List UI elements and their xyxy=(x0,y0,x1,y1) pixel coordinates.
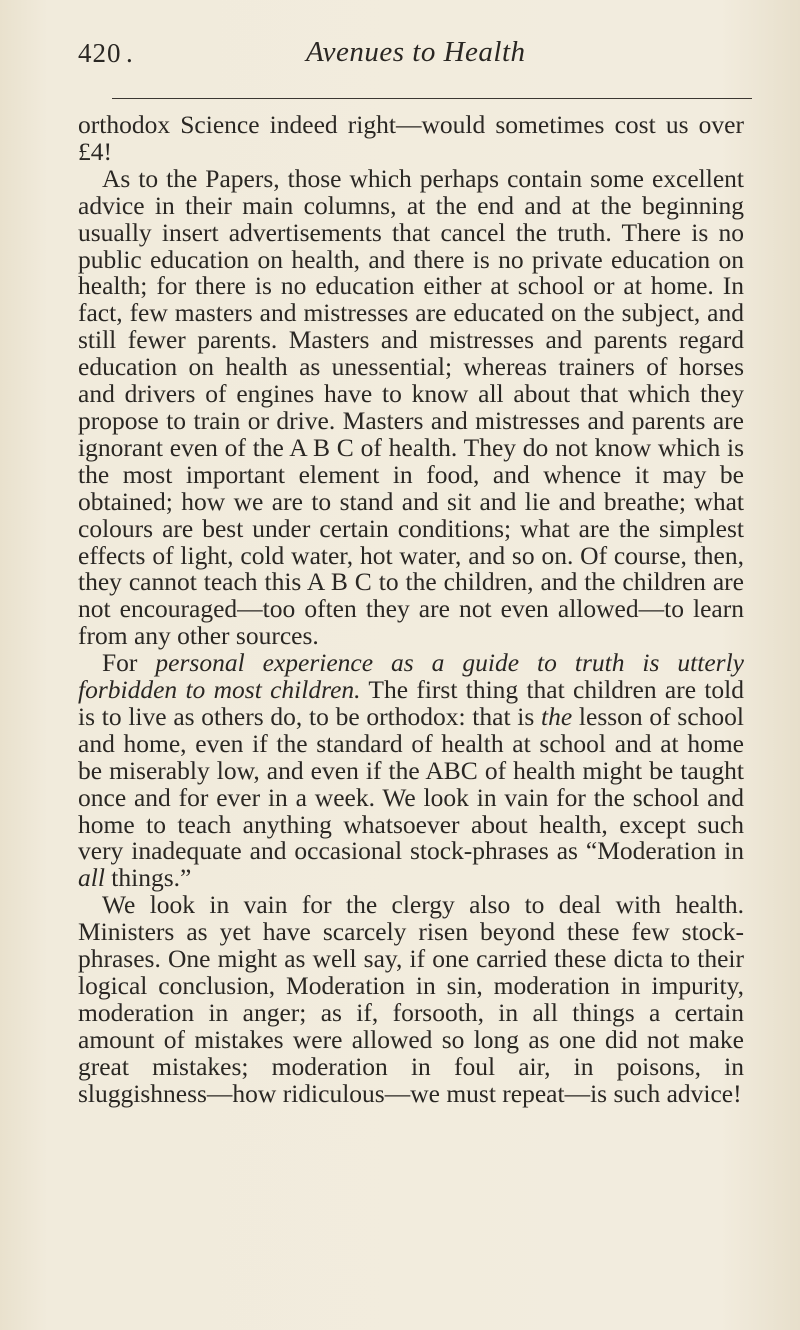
running-title: Avenues to Health xyxy=(306,36,526,68)
paragraph-3-end: things.” xyxy=(104,863,192,893)
paragraph-3-italic: personal experience as a guide to truth is utterly forbidden to most children. xyxy=(78,648,744,705)
paragraph-3 xyxy=(78,650,744,892)
paragraph-3-italic-all: all xyxy=(78,863,105,893)
paragraph-2: As to the Papers, those which perhaps contain some excellent advice in their main columns, at the end and at the beginning usually insert advertisements that cancel the truth. There is no public education on health, and there is no private education on health; for there is no education either at school or at home. In fact, few masters and mistresses are educated on the subject, and still fewer parents. Masters and mistresses and parents regard education on health as unessential; whereas trainers of horses and drivers of engines have to know all about that which they propose to train or drive. Masters and mistresses and parents are ignorant even of the A B C of health. They do not know which is the most important element in food, and whence it may be obtained; how we are to stand and sit and lie and breathe; what colours are best under certain conditions; what are the simplest effects of light, cold water, hot water, and so on. Of course, then, they cannot teach this A B C to the children, and the children are not encouraged—too often they are not even allowed—to learn from any other sources. xyxy=(78,163,744,651)
paragraph-3-lead: For xyxy=(102,648,156,678)
body-text xyxy=(78,112,744,1108)
header-rule xyxy=(112,98,752,99)
page-header xyxy=(78,38,738,78)
paragraph-4: We look in vain for the clergy also to deal with health. Ministers as yet have scarcely risen beyond these few stock-phrases. One might as well say, if one carried these dicta to their logical conclusion, Moderation in sin, moderation in impurity, moderation in anger; as if, forsooth, in all things a certain amount of mistakes were allowed so long as one did not make great mistakes; moderation in foul air, in poisons, in sluggishness—how ridiculous—we must repeat—is such advice! xyxy=(78,890,744,1108)
paragraph-3-rest: lesson of school and home, even if the standard of health at school and at home be miserably low, and even if the ABC of health might be taught once and for ever in a week. We look in vain for the school and home to teach anything whatsoever about health, except such very inadequate and occasional stock-phrases as “Moderation in xyxy=(78,701,744,866)
page-number: 420 xyxy=(78,38,122,68)
paragraph-3-mid: The first thing that children are told is to live as others do, to be orthodox: that is xyxy=(78,675,745,731)
paragraph-1: orthodox Science indeed right—would sometimes cost us over £4! xyxy=(78,110,744,166)
paragraph-3-italic-the: the xyxy=(541,701,573,731)
header-separator: . xyxy=(126,38,133,68)
